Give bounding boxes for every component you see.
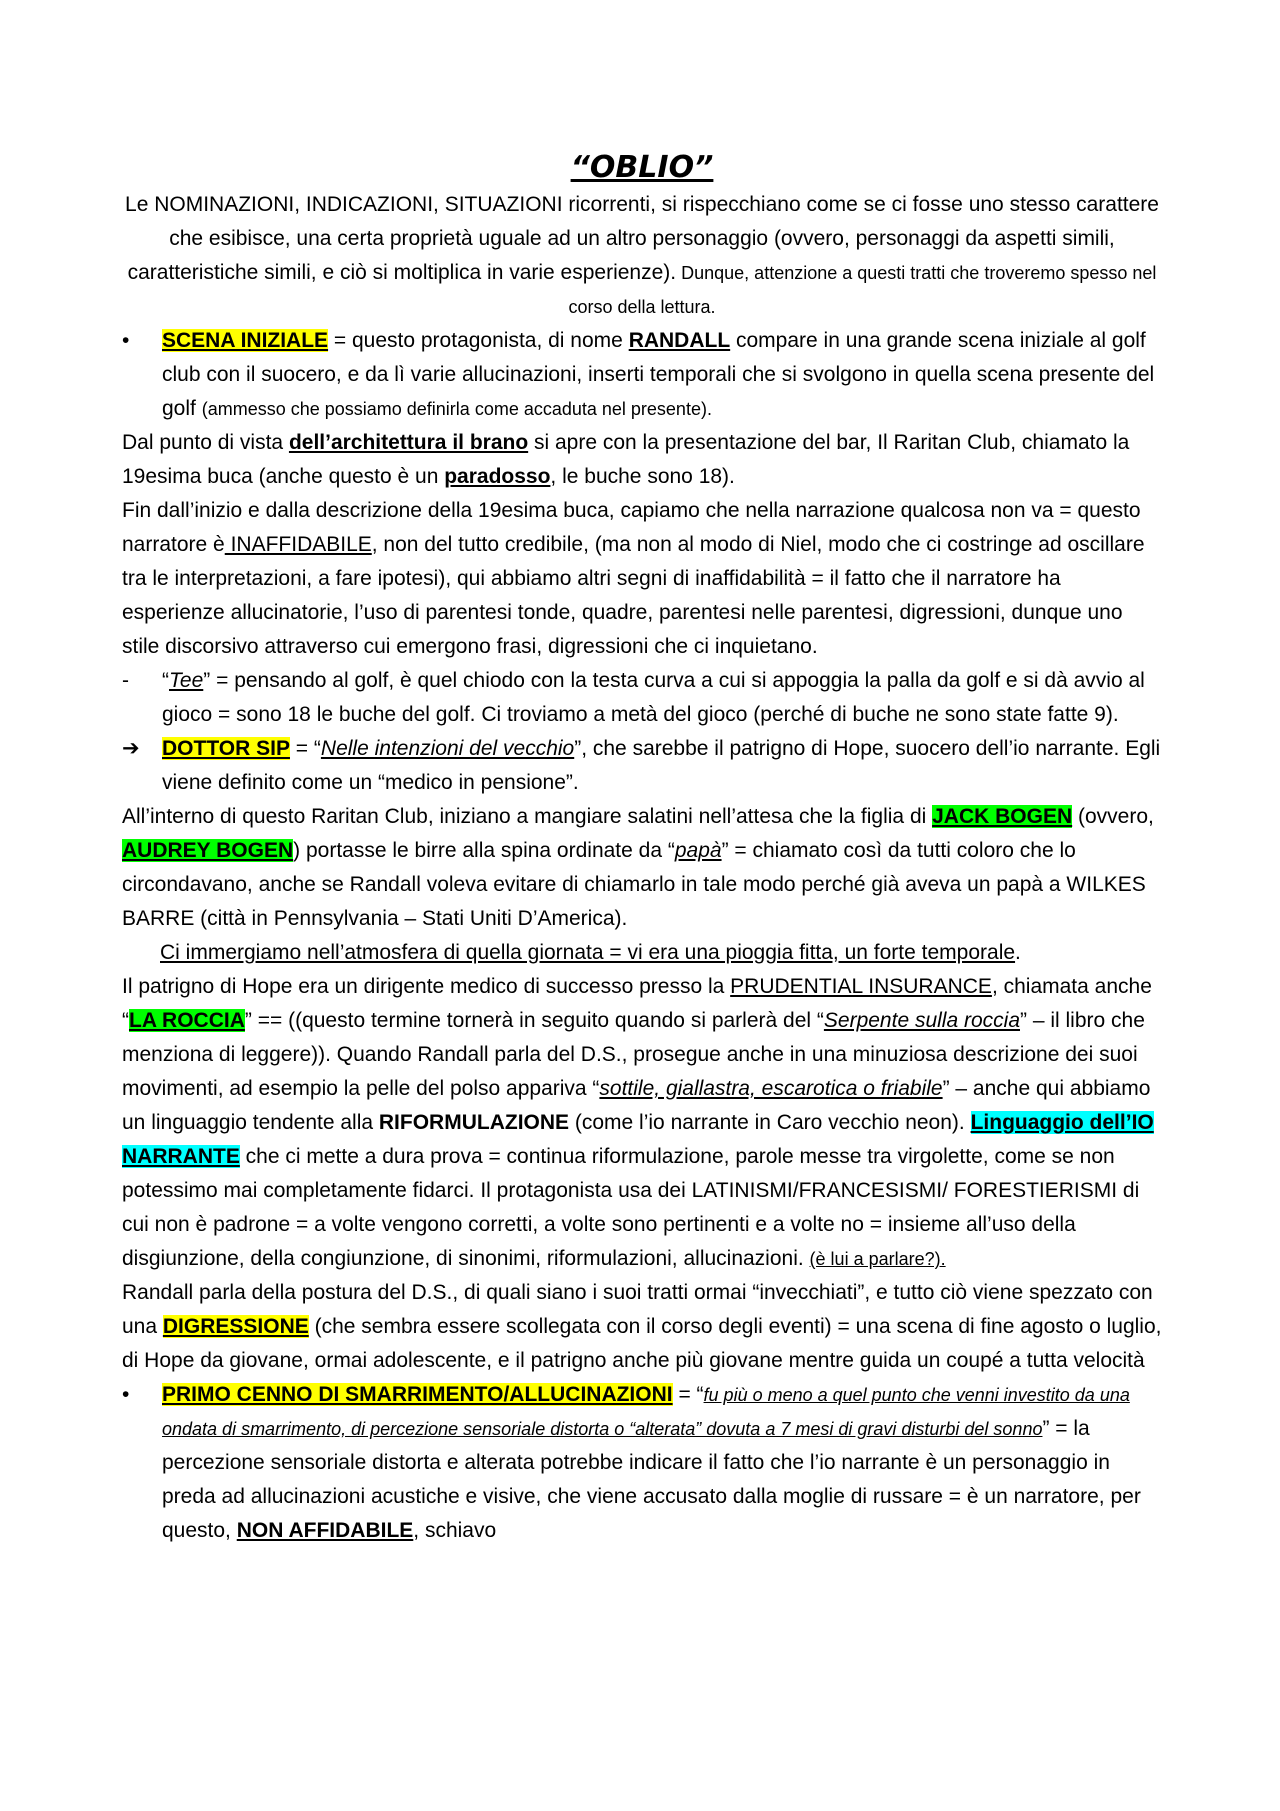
highlight-digressione: DIGRESSIONE (162, 1315, 309, 1338)
paragraph-raritan-club (122, 800, 1162, 936)
text: ” == ((questo termine tornerà in seguito quando si parlerà del “ (244, 1009, 824, 1032)
text: “ (162, 669, 169, 692)
bullet-icon: • (122, 1383, 130, 1406)
text: ” – il libro che menziona di leggere)). Quando Randall parla del D.S., prosegue anche in una minuziosa descrizione dei suoi movimenti, ad esempio la pelle del polso appariva “ (122, 1009, 1145, 1100)
text: Il patrigno di Hope era un dirigente medico di successo presso la (122, 975, 731, 998)
highlight-linguaggio: Linguaggio dell’IO NARRANTE (122, 1111, 1154, 1168)
quote: fu più o meno a quel punto che venni investito da una ondata di smarrimento, di percezione sensoriale distorta o “alterata” dovuta a 7 mesi di gravi disturbi del sonno (162, 1385, 1130, 1439)
text: All’interno di questo Raritan Club, iniziano a mangiare salatini nell’attesa che la figlia di (122, 805, 933, 828)
document-body (122, 148, 1162, 1548)
text: (che sembra essere scollegata con il corso degli eventi) = una scena di fine agosto o luglio, di Hope da giovane, ormai adolescente, e il patrigno anche più giovane mentre guida un coupé a tutta velocità (122, 1315, 1162, 1372)
list-item-tee (122, 664, 1162, 732)
text: , schiavo (413, 1519, 497, 1542)
text: si apre con la presentazione del bar, Il Raritan Club, chiamato la 19esima buca (anche questo è un (122, 431, 1130, 488)
text: (come l’io narrante in Caro vecchio neon). (569, 1111, 971, 1134)
text: compare in una grande scena iniziale al golf club con il suocero, e da lì varie allucinazioni, inserti temporali che si svolgono in quella scena presente del golf (162, 329, 1155, 420)
label-dottor-sip: DOTTOR SIP (162, 737, 290, 760)
text: Randall parla della postura del D.S., di quali siano i suoi tratti ormai “invecchiati”, e tutto ciò viene spezzato con una (122, 1281, 1153, 1338)
paragraph-patrigno (122, 970, 1162, 1276)
intro-paragraph (122, 188, 1162, 324)
quote: Nelle intenzioni del vecchio (320, 737, 575, 760)
text: ” – anche qui abbiamo un linguaggio tendente alla (122, 1077, 1151, 1134)
list-item-scena-iniziale (122, 324, 1162, 426)
label-smarrimento: PRIMO CENNO DI SMARRIMENTO/ALLUCINAZIONI (162, 1383, 673, 1406)
name-randall: RANDALL (628, 329, 731, 352)
text-note: (ammesso che possiamo definirla come accaduta nel presente). (201, 399, 712, 419)
text: che ci mette a dura prova = continua riformulazione, parole messe tra virgolette, come se non potessimo mai completamente fidarci. Il protagonista usa dei LATINISMI/FRANCESISMI/ FORESTIERISMI di cui non è padrone = a volte vengono corretti, a volte sono pertinenti e a volte no = insieme all’uso della disgiunzione, della congiunzione, di sinonimi, riformulazioni, allucinazioni. (122, 1145, 1140, 1270)
term-papa: papà (674, 839, 722, 862)
dash-icon: - (122, 669, 129, 692)
text: ” = chiamato così da tutti coloro che lo circondavano, anche se Randall voleva evitare di chiamarlo in tale modo perché già aveva un papà a WILKES BARRE (città in Pennsylvania – Stati Uniti D’America). (122, 839, 1146, 930)
term-tee: Tee (169, 669, 204, 692)
text: = “ (672, 1383, 704, 1406)
list-item-dottor-sip (122, 732, 1162, 800)
bullet-icon: • (122, 329, 130, 352)
highlight-la-roccia: LA ROCCIA (129, 1009, 245, 1032)
emphasis: paradosso (444, 465, 551, 488)
text: ”, che sarebbe il patrigno di Hope, suocero dell’io narrante. Egli viene definito come un “medico in pensione”. (162, 737, 1161, 794)
paragraph-digressione (122, 1276, 1162, 1378)
intro-note: Dunque, attenzione a questi tratti che troveremo spesso nel corso della lettura. (568, 263, 1157, 317)
text: Fin dall’inizio e dalla descrizione della 19esima buca, capiamo che nella narrazione qualcosa non va = questo narratore è (122, 499, 1141, 556)
intro-text: Le NOMINAZIONI, INDICAZIONI, SITUAZIONI ricorrenti, si rispecchiano come se ci fosse uno stesso carattere che esibisce, una certa proprietà uguale ad un altro personaggio (ovvero, personaggi da aspetti simili, caratteristiche simili, e ciò si moltiplica in varie esperienze). (125, 193, 1159, 284)
text: (ovvero, (1072, 805, 1154, 828)
text: = “ (289, 737, 321, 760)
text: ) portasse le birre alla spina ordinate da “ (293, 839, 675, 862)
text: ” = la percezione sensoriale distorta e alterata potrebbe indicare il fatto che l’io narrante è un personaggio in preda ad allucinazioni acustiche e visive, che viene accusato dalla moglie di russare = è un narratore, per questo, (162, 1417, 1141, 1542)
text: Dal punto di vista (122, 431, 289, 454)
list-item-smarrimento (122, 1378, 1162, 1548)
paragraph-inaffidabile (122, 494, 1162, 664)
underline-term: PRUDENTIAL INSURANCE (730, 975, 992, 998)
emphasis: dell’architettura il brano (288, 431, 529, 454)
paragraph-atmosfera (122, 936, 1162, 970)
text: , le buche sono 18). (550, 465, 735, 488)
label-scena-iniziale: SCENA INIZIALE (162, 329, 329, 352)
text: , chiamata anche “ (122, 975, 1152, 1032)
text: . (1015, 941, 1021, 964)
text: , non del tutto credibile, (ma non al modo di Niel, modo che ci costringe ad oscillare tra le interpretazioni, a fare ipotesi), qui abbiamo altri segni di inaffidabilità = il fatto che il narratore ha esperienze allucinatorie, l’uso di parentesi tonde, quadre, parentesi nelle parentesi, digressioni, dunque uno stile discorsivo attraverso cui emergono frasi, digressioni che ci inquietano. (122, 533, 1145, 658)
arrow-right-icon: ➔ (122, 737, 140, 760)
book-title: Serpente sulla roccia (823, 1009, 1020, 1032)
underline-sentence: Ci immergiamo nell’atmosfera di quella giornata = vi era una pioggia fitta, un forte temporale (160, 941, 1016, 964)
text: = questo protagonista, di nome (328, 329, 629, 352)
highlight-audrey-bogen: AUDREY BOGEN (122, 839, 294, 862)
bold-term: RIFORMULAZIONE (378, 1111, 570, 1134)
text: ” = pensando al golf, è quel chiodo con la testa curva a cui si appoggia la palla da golf e si dà avvio al gioco = sono 18 le buche del golf. Ci troviamo a metà del gioco (perché di buche ne sono state fatte 9). (162, 669, 1145, 726)
underline-term: INAFFIDABILE (224, 533, 372, 556)
quote: sottile, giallastra, escarotica o friabile (599, 1077, 943, 1100)
note: (è lui a parlare?). (809, 1249, 946, 1269)
highlight-jack-bogen: JACK BOGEN (932, 805, 1073, 828)
paragraph-architettura (122, 426, 1162, 494)
emphasis: NON AFFIDABILE (236, 1519, 414, 1542)
document-title: “OBLIO” (570, 150, 714, 185)
